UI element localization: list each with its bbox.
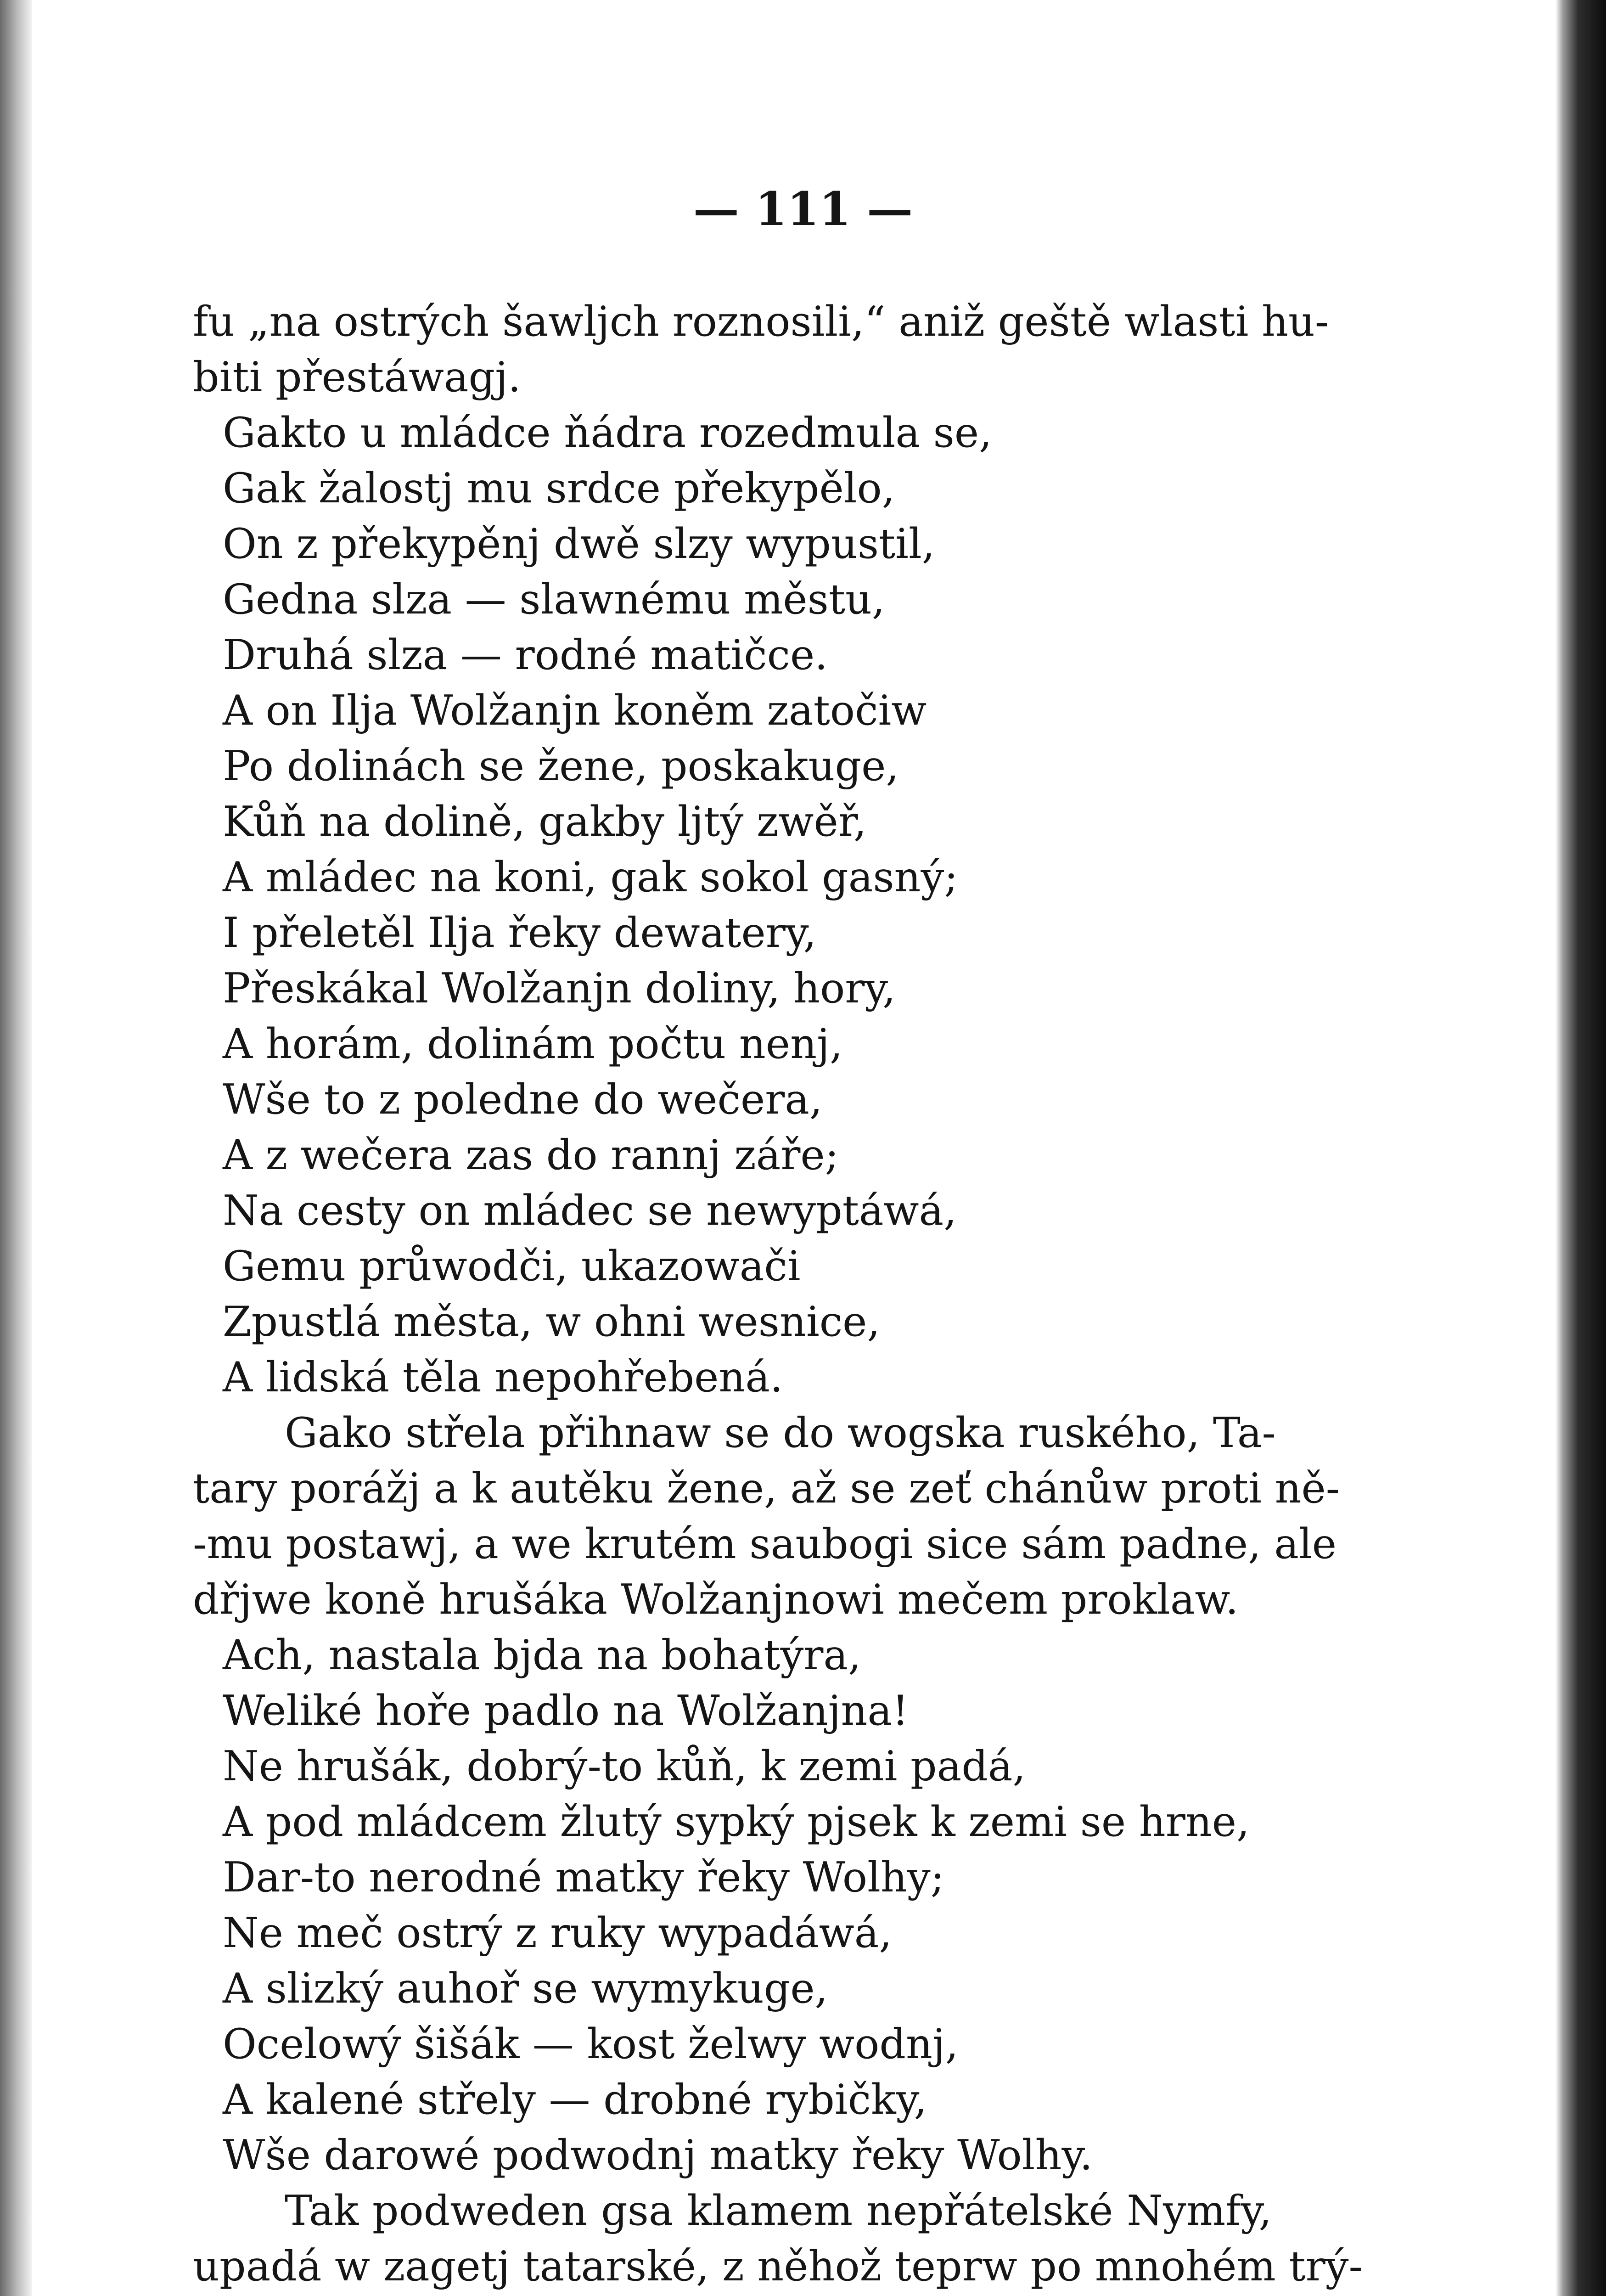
verse-line: A mládec na koni, gak sokol gasný; <box>223 853 958 901</box>
page-edge-right <box>1555 0 1606 2296</box>
verse-line: Ne hrušák, dobrý-to kůň, k zemi padá, <box>223 1742 1026 1790</box>
page-edge-left <box>0 0 32 2296</box>
verse-line: On z překypěnj dwě slzy wypustil, <box>223 520 935 568</box>
verse-line: Wše to z poledne do wečera, <box>223 1075 823 1124</box>
verse-line: Ach, nastala bjda na bohatýra, <box>223 1631 861 1679</box>
paragraph-line: -mu postawj, a we krutém saubogi sice sám padne, ale <box>193 1520 1337 1568</box>
paragraph-line: upadá w zagetj tatarské, z něhož teprw po mnohém trý- <box>193 2242 1363 2290</box>
verse-line: Dar-to nerodné matky řeky Wolhy; <box>223 1853 945 1902</box>
verse-line: Po dolinách se žene, poskakuge, <box>223 742 899 790</box>
verse-line: Ne meč ostrý z ruky wypadáwá, <box>223 1909 892 1957</box>
verse-line: I přeletěl Ilja řeky dewatery, <box>223 909 817 957</box>
verse-line: Kůň na dolině, gakby ljtý zwěř, <box>223 798 867 846</box>
paragraph-line: Gako střela přihnaw se do wogska ruského, Ta- <box>285 1409 1276 1457</box>
verse-line: A lidská těla nepohřebená. <box>223 1353 783 1401</box>
paragraph-line: fu „na ostrých šawljch roznosili,“ aniž geště wlasti hu- <box>193 298 1329 346</box>
verse-line: Zpustlá města, w ohni wesnice, <box>223 1298 881 1346</box>
verse-line: Wše darowé podwodnj matky řeky Wolhy. <box>223 2131 1093 2179</box>
paragraph-line: Tak podweden gsa klamem nepřátelské Nymfy, <box>285 2187 1272 2235</box>
verse-line: Weliké hoře padlo na Wolžanjna! <box>223 1687 909 1735</box>
verse-line: Gemu průwodči, ukazowači <box>223 1242 801 1290</box>
verse-line: A horám, dolinám počtu nenj, <box>223 1020 843 1068</box>
verse-line: Na cesty on mládec se newyptáwá, <box>223 1187 957 1235</box>
paragraph-line: tary porážj a k autěku žene, až se zeť chánůw proti ně- <box>193 1464 1340 1513</box>
verse-line: A z wečera zas do rannj záře; <box>223 1131 839 1179</box>
verse-line: Ocelowý šišák — kost želwy wodnj, <box>223 2020 959 2068</box>
verse-line: A on Ilja Wolžanjn koněm zatočiw <box>223 687 927 735</box>
verse-line: Druhá slza — rodné matičce. <box>223 631 828 679</box>
text-body <box>193 294 1363 2294</box>
paragraph-line: biti přestáwagj. <box>193 353 521 401</box>
verse-line: A kalené střely — drobné rybičky, <box>223 2076 927 2124</box>
verse-line: Gakto u mládce ňádra rozedmula se, <box>223 409 992 457</box>
verse-line: Přeskákal Wolžanjn doliny, hory, <box>223 964 896 1013</box>
page-number: — 111 — <box>693 182 913 236</box>
verse-line: A pod mládcem žlutý sypký pjsek k zemi se hrne, <box>223 1798 1250 1846</box>
verse-line: Gedna slza — slawnému městu, <box>223 575 885 624</box>
verse-line: A slizký auhoř se wymykuge, <box>223 1964 828 2013</box>
verse-line: Gak žalostj mu srdce překypělo, <box>223 464 895 512</box>
paragraph-line: dřjwe koně hrušáka Wolžanjnowi mečem proklaw. <box>193 1576 1239 1624</box>
